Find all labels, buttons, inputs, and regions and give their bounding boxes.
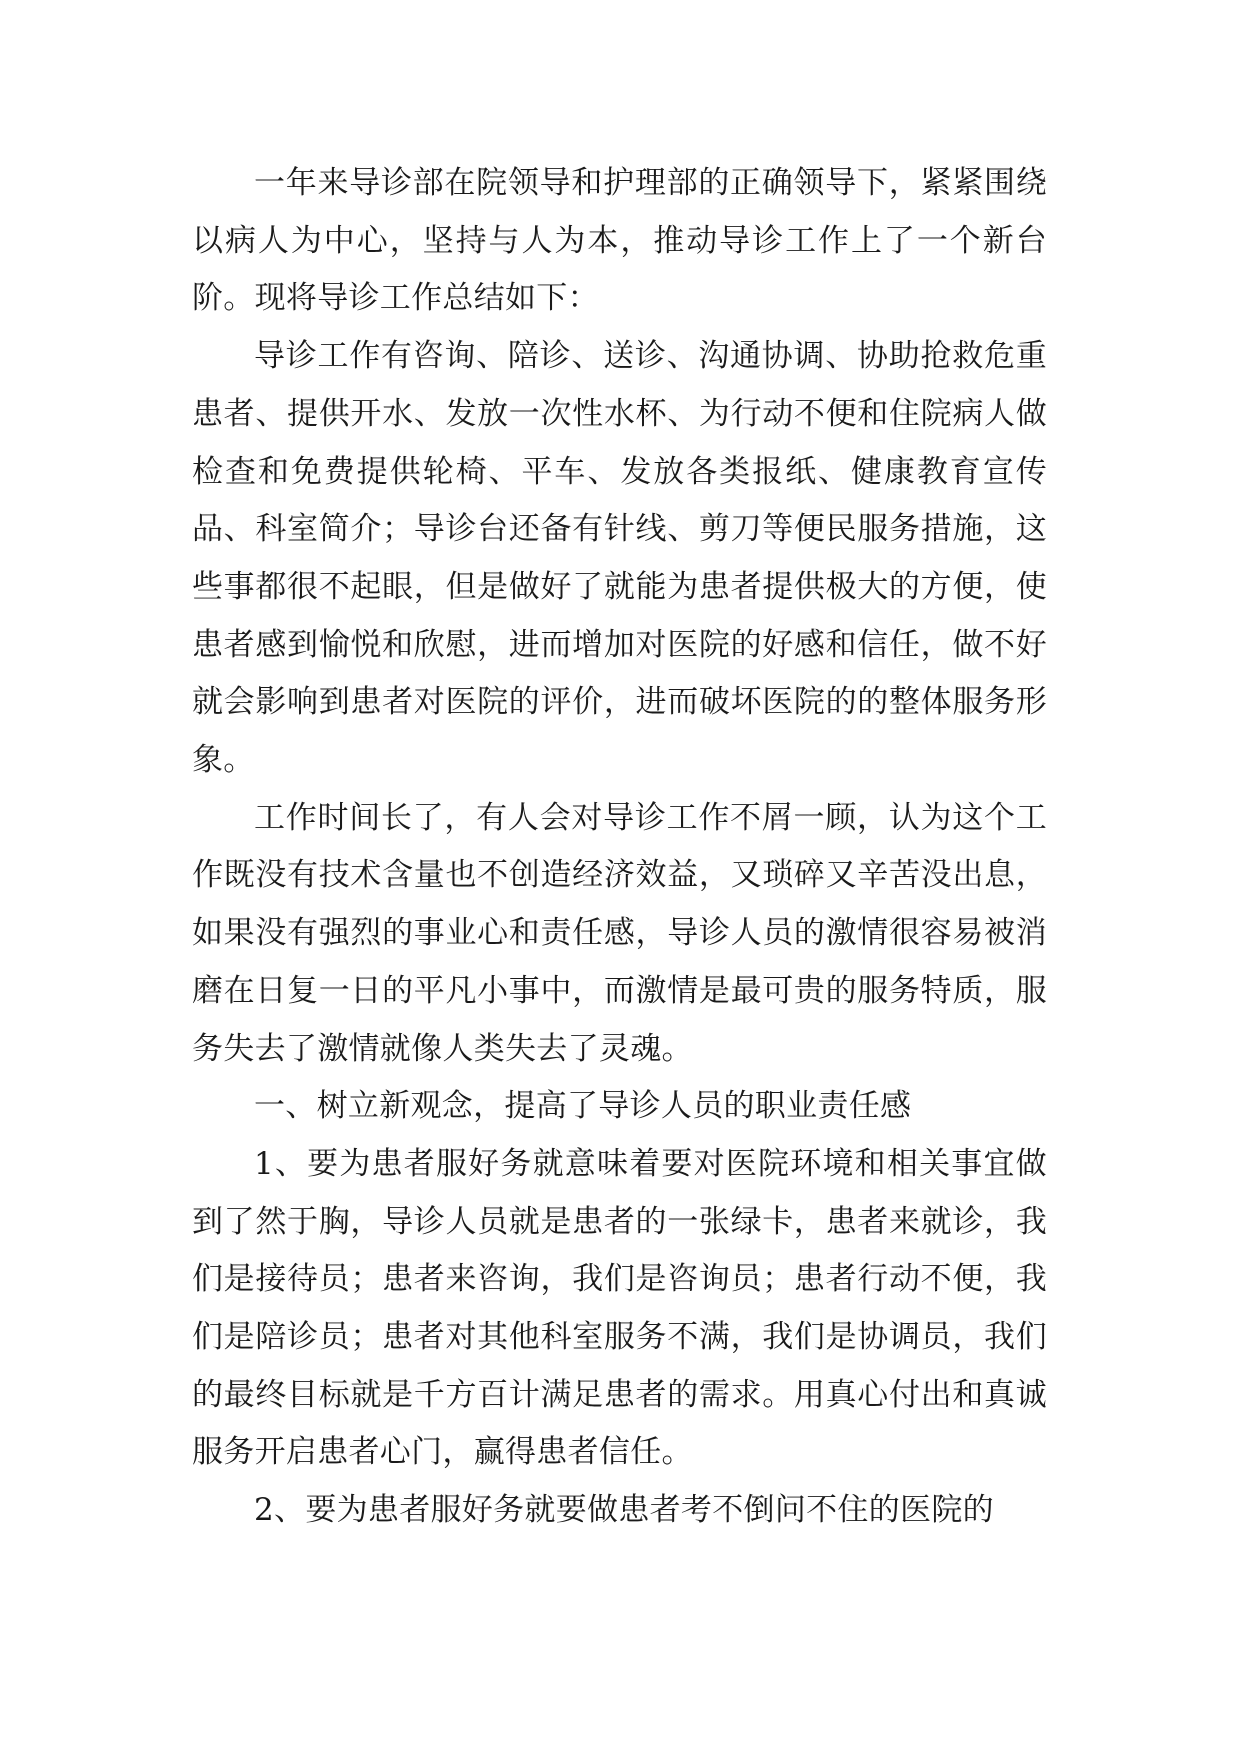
paragraph-point-2: 2、要为患者服好务就要做患者考不倒问不住的医院的 [254, 1492, 994, 1529]
paragraph-duties: 导诊工作有咨询、陪诊、送诊、沟通协调、协助抢救危重患者、提供开水、发放一次性水杯、为行动不便和住院病人做检查和免费提供轮椅、平车、发放各类报纸、健康教育宣传品、科室简介；导诊台还备有针线、剪刀等便民服务措施，这些事都很不起眼，但是做好了就能为患者提供极大的方便，使患者感到愉悦和欣慰，进而增加对医院的好感和信任，做不好就会影响到患者对医院的评价，进而破坏医院的的整体服务形象。 [192, 338, 1047, 779]
paragraph-intro: 一年来导诊部在院领导和护理部的正确领导下，紧紧围绕以病人为中心，坚持与人为本，推动导诊工作上了一个新台阶。现将导诊工作总结如下： [192, 165, 1047, 317]
paragraph-point-1: 1、要为患者服好务就意味着要对医院环境和相关事宜做到了然于胸，导诊人员就是患者的一张绿卡，患者来就诊，我们是接待员；患者来咨询，我们是咨询员；患者行动不便，我们是陪诊员；患者对其他科室服务不满，我们是协调员，我们的最终目标就是千方百计满足患者的需求。用真心付出和真诚服务开启患者心门，赢得患者信任。 [192, 1145, 1047, 1471]
section-heading-1: 一、树立新观念，提高了导诊人员的职业责任感 [254, 1088, 912, 1125]
paragraph-passion: 工作时间长了，有人会对导诊工作不屑一顾，认为这个工作既没有技术含量也不创造经济效益，又琐碎又辛苦没出息，如果没有强烈的事业心和责任感，导诊人员的激情很容易被消磨在日复一日的平凡小事中，而激情是最可贵的服务特质，服务失去了激情就像人类失去了灵魂。 [192, 799, 1047, 1067]
document-body [192, 155, 1047, 1540]
